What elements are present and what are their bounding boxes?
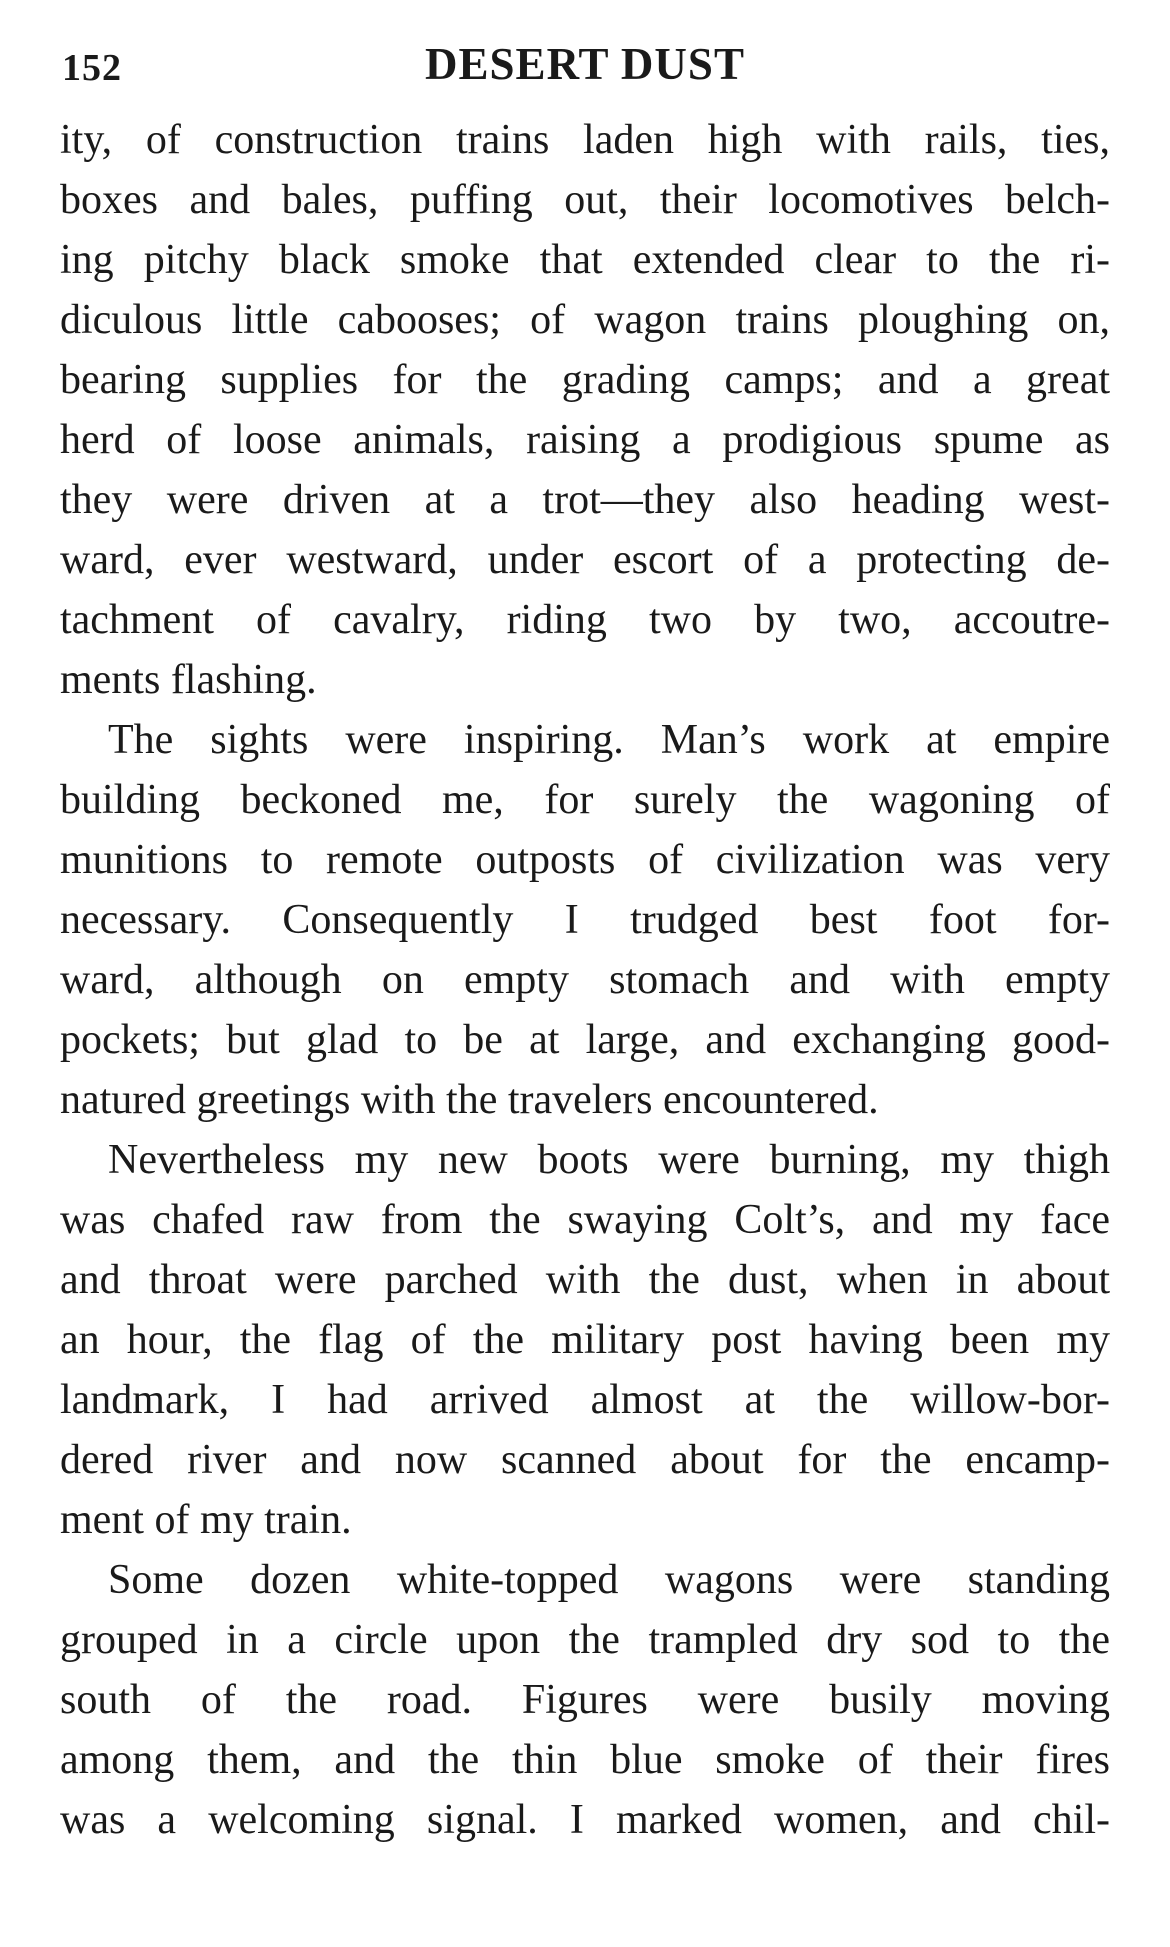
text-line: ward, ever westward, under escort of a protecting de-: [60, 537, 1110, 583]
text-line: pockets; but glad to be at large, and exchanging good-: [60, 1017, 1110, 1063]
text-line: south of the road. Figures were busily moving: [60, 1677, 1110, 1723]
text-line: herd of loose animals, raising a prodigious spume as: [60, 417, 1110, 463]
text-line: Nevertheless my new boots were burning, my thigh: [108, 1137, 1110, 1183]
text-line: munitions to remote outposts of civilization was very: [60, 837, 1110, 883]
text-line: ments flashing.: [60, 657, 317, 703]
paragraph-1: [60, 110, 1110, 710]
text-line: ward, although on empty stomach and with empty: [60, 957, 1110, 1003]
running-head: [60, 38, 1110, 96]
text-line: natured greetings with the travelers encountered.: [60, 1077, 879, 1123]
text-line: necessary. Consequently I trudged best foot for-: [60, 897, 1110, 943]
text-line: tachment of cavalry, riding two by two, accoutre-: [60, 597, 1110, 643]
book-page: [60, 38, 1110, 1850]
text-line: Some dozen white-topped wagons were standing: [108, 1557, 1110, 1603]
page-number: 152: [62, 47, 122, 89]
text-line: was chafed raw from the swaying Colt’s, and my face: [60, 1197, 1110, 1243]
text-line: and throat were parched with the dust, when in about: [60, 1257, 1110, 1303]
text-line: among them, and the thin blue smoke of their fires: [60, 1737, 1110, 1783]
paragraph-3: [60, 1130, 1110, 1550]
text-line: ing pitchy black smoke that extended clear to the ri-: [60, 237, 1110, 283]
text-line: diculous little cabooses; of wagon trains ploughing on,: [60, 297, 1110, 343]
text-line: building beckoned me, for surely the wagoning of: [60, 777, 1110, 823]
text-line: an hour, the flag of the military post having been my: [60, 1317, 1110, 1363]
text-line: dered river and now scanned about for the encamp-: [60, 1437, 1110, 1483]
text-line: ity, of construction trains laden high with rails, ties,: [60, 117, 1110, 163]
text-line: grouped in a circle upon the trampled dry sod to the: [60, 1617, 1110, 1663]
text-line: was a welcoming signal. I marked women, and chil-: [60, 1797, 1110, 1843]
paragraph-4: [60, 1550, 1110, 1850]
running-title: DESERT DUST: [425, 39, 745, 89]
text-line: ment of my train.: [60, 1497, 352, 1543]
text-line: landmark, I had arrived almost at the willow-bor-: [60, 1377, 1110, 1423]
text-line: bearing supplies for the grading camps; and a great: [60, 357, 1110, 403]
text-line: boxes and bales, puffing out, their locomotives belch-: [60, 177, 1110, 223]
text-line: The sights were inspiring. Man’s work at empire: [108, 717, 1110, 763]
body-text: [60, 110, 1110, 1850]
paragraph-2: [60, 710, 1110, 1130]
text-line: they were driven at a trot—they also heading west-: [60, 477, 1110, 523]
